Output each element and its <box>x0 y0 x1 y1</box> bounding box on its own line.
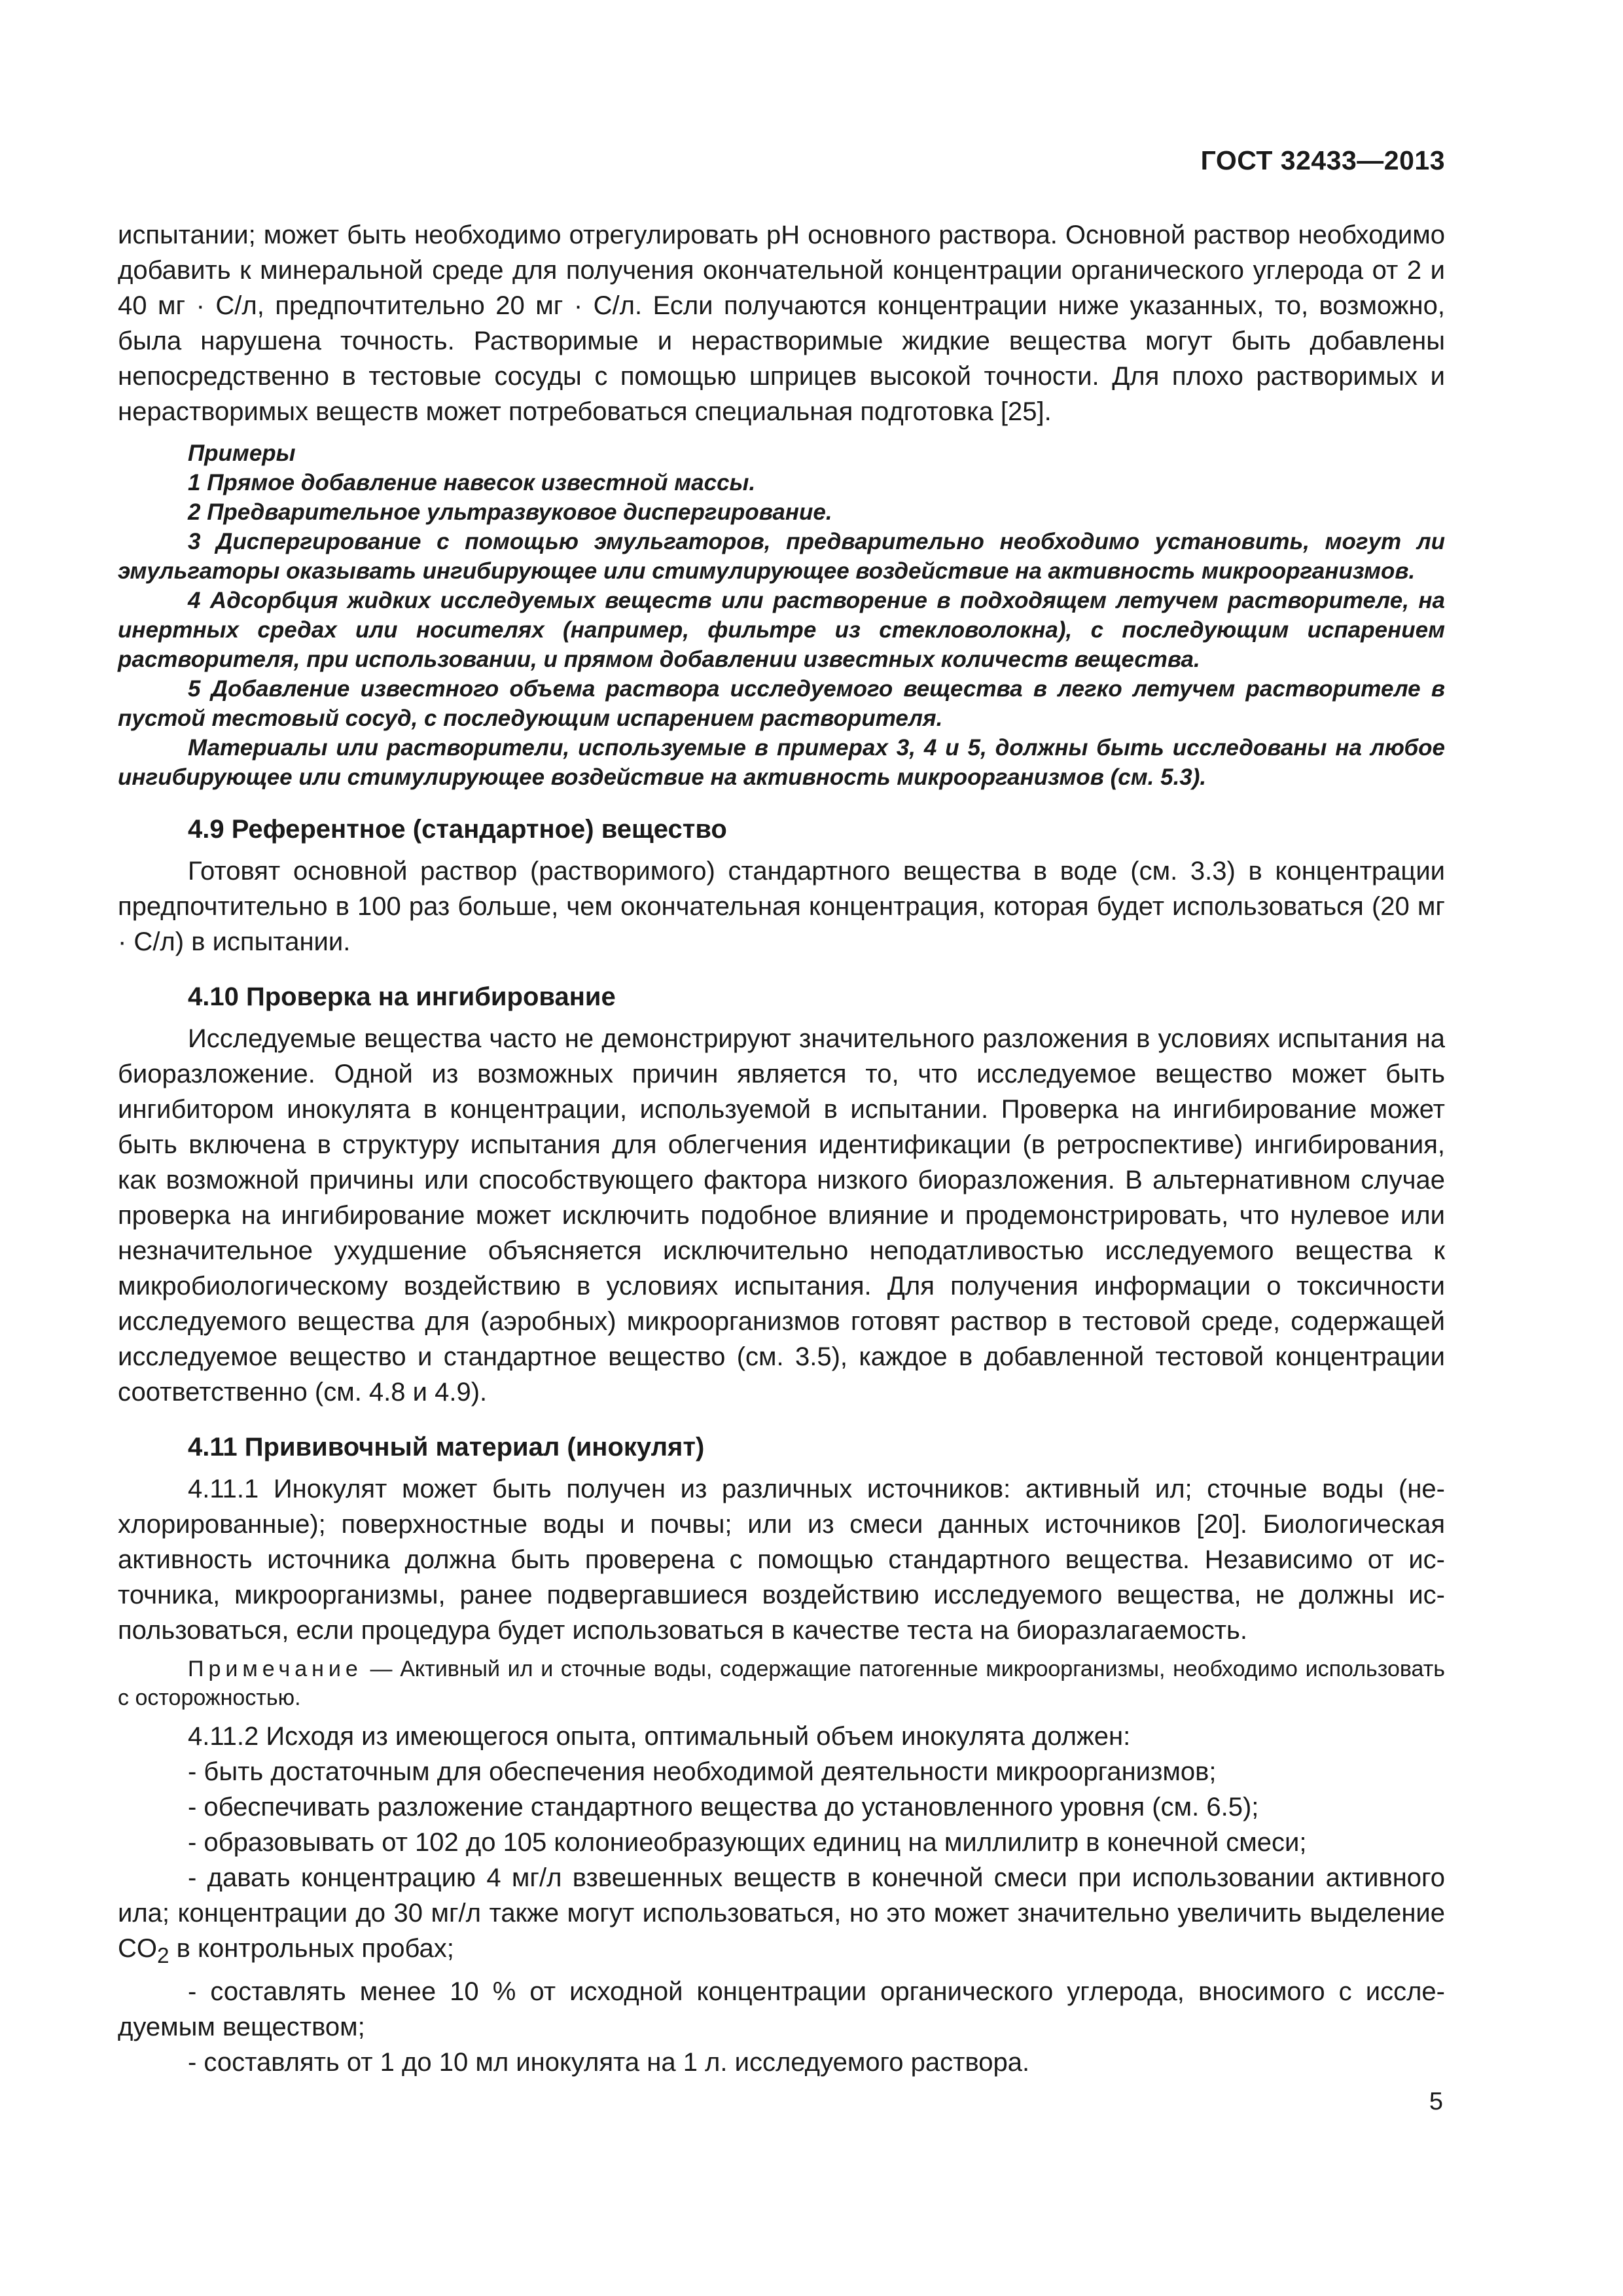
example-item: 3 Диспергирование с помощью эмульгаторов, предварительно необходимо установить, могут ли эмульгаторы оказывать ингибирующее или стимулирующее воздействие на активность микроорганизмов. <box>118 529 1445 584</box>
note-block <box>118 1655 1445 1712</box>
example-item: 2 Предварительное ультразвуковое диспергирование. <box>188 499 832 525</box>
paragraph-4-11-2: 4.11.2 Исходя из имеющегося опыта, оптимальный объем инокулята должен: <box>188 1722 1131 1751</box>
section-heading-4-9: 4.9 Референтное (стандартное) вещество <box>188 815 727 844</box>
page-content <box>118 217 1445 2080</box>
examples-block <box>118 439 1445 792</box>
examples-title: Примеры <box>188 440 296 466</box>
subscript: 2 <box>157 1944 169 1968</box>
document-code: ГОСТ 32433—2013 <box>1200 145 1445 175</box>
bullet-item: - составлять от 1 до 10 мл инокулята на 1 л. исследуемого раствора. <box>188 2048 1030 2077</box>
section-heading-4-11: 4.11 Прививочный материал (инокулят) <box>188 1433 705 1462</box>
page-number: 5 <box>1429 2088 1443 2115</box>
intro-paragraph: испытании; может быть необходимо отрегулировать pH основного раствора. Основной раствор необходимо добавить к минеральной среде для получения окончательной концентрации органического углерода от 2 и 40 мг · С/л, предпочтительно 20 мг · С/л. Если получаются концентрации ниже указанных, то, возможно, была нарушена точность. Растворимые и нерастворимые жидкие вещества могут быть добавлены непосредственно в тестовые сосуды с помощью шприцев высокой точности. Для плохо растворимых и нерастворимых веществ может потребоваться специальная подготовка [25]. <box>118 221 1445 426</box>
bullet-item: - обеспечивать разложение стандартного вещества до установленного уровня (см. 6.5); <box>188 1793 1259 1821</box>
example-item: 5 Добавление известного объема раствора исследуемого вещества в легко летучем растворителе в пустой тестовый сосуд, с последующим испарением растворителя. <box>118 676 1445 731</box>
section-heading-4-10: 4.10 Проверка на ингибирование <box>188 982 616 1011</box>
examples-conclusion: Материалы или растворители, используемые в примерах 3, 4 и 5, должны быть исследованы на любое ингибирующее или стимулирующее воздействие на активность микроорганизмов (см. 5.3). <box>118 735 1445 790</box>
section-text-4-9: Готовят основной раствор (растворимого) стандартного вещества в воде (см. 3.3) в концентрации предпочтительно в 100 раз больше, чем окончательная концентрация, которая будет использоваться (20 мг · С/л) в испытании. <box>118 857 1445 956</box>
section-text-4-10: Исследуемые вещества часто не демонстрируют значительного разложения в условиях испытания на биоразложение. Одной из возможных причин является то, что исследуемое вещество может быть ингибитором инокулята в концентрации, используемой в испытании. Проверка на ингибирование может быть включена в структуру испытания для облегчения идентификации (в ретроспективе) ингибирования, как возможной причины или способствующего фактора низкого биоразложения. В альтернативном случае проверка на ингибирование может исключить подобное влияние и продемонстрировать, что нулевое или незначительное ухудшение объясняется исключительно неподатливостью исследуемого вещества к микробиологическому воздействию в условиях испытания. Для получения информации о токсичности исследуемого вещества для (аэробных) микроорганизмов готовят раствор в тестовой среде, содержащей исследуемое вещество и стандартное вещество (см. 3.5), каждое в добавленной тестовой концентрации соответственно (см. 4.8 и 4.9). <box>118 1024 1445 1407</box>
bullet-item: - быть достаточным для обеспечения необходимой деятельности микроорганизмов; <box>188 1757 1217 1786</box>
paragraph-4-11-1: 4.11.1 Инокулят может быть получен из различных источников: активный ил; сточные воды (нехлорированные); поверхностные воды и почвы; или из смеси данных источников [20]. Биологическая активность источника должна быть проверена с помощью стандартного вещества. Независимо от источника, микроорганизмы, ранее подвергавшиеся воздействию исследуемого вещества, не должны использоваться, если процедура будет использоваться в качестве теста на биоразлагаемость. <box>118 1475 1445 1645</box>
bullet-text: в контрольных пробах; <box>169 1934 454 1963</box>
example-item: 4 Адсорбция жидких исследуемых веществ или растворение в подходящем летучем растворителе, на инертных средах или носителях (например, фильтре из стекловолокна), с последующим испарением растворителя, при использовании, и прямом добавлении известных количеств вещества. <box>118 588 1445 672</box>
bullet-item: - образовывать от 102 до 105 колониеобразующих единиц на миллилитр в конечной смеси; <box>188 1828 1307 1857</box>
example-item: 1 Прямое добавление навесок известной массы. <box>188 470 756 495</box>
bullet-text: - давать концентрацию 4 мг/л взвешенных веществ в конечной смеси при использовании активного ила; концентрации до 30 мг/л также могут использоваться, но это может значительно увеличить выделение CO <box>118 1863 1445 1963</box>
note-label: Примечание <box>188 1657 363 1681</box>
bullet-item: - составлять менее 10 % от исходной концентрации органического углерода, вносимого с исследуемым веществом; <box>118 1977 1445 2041</box>
bullet-item <box>118 1860 1445 1974</box>
note-text: — Активный ил и сточные воды, содержащие патогенные микроорганизмы, необходимо использовать с осторожностью. <box>118 1657 1445 1710</box>
